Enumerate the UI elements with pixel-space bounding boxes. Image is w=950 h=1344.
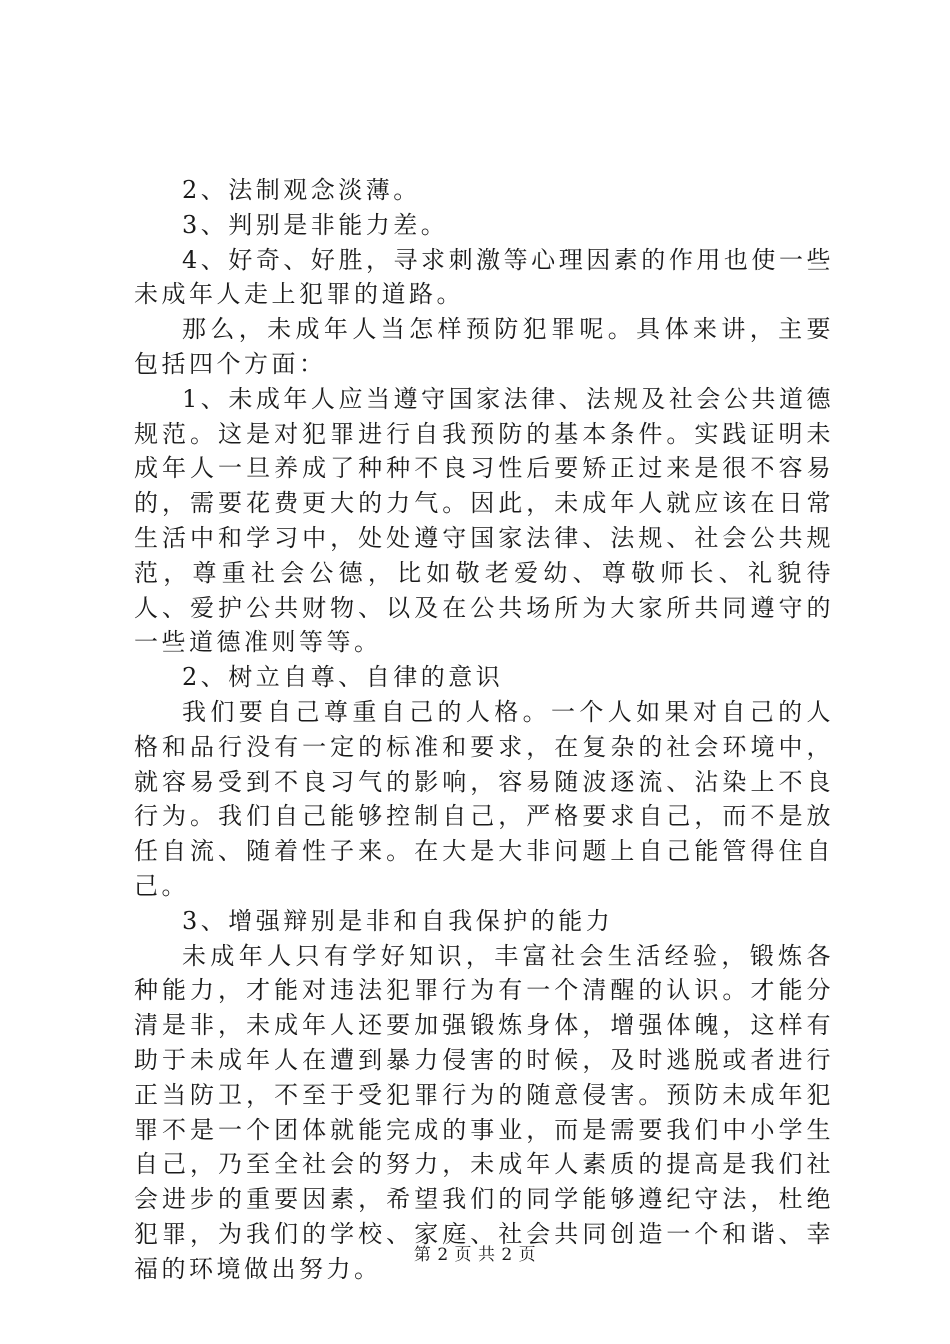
- paragraph-intro-prevention: 那么，未成年人当怎样预防犯罪呢。具体来讲，主要包括四个方面：: [134, 315, 834, 378]
- paragraph-curiosity: 4、好奇、好胜，寻求刺激等心理因素的作用也使一些未成年人走上犯罪的道路。: [134, 245, 834, 309]
- paragraph-point-2: 我们要自己尊重自己的人格。一个人如果对自己的人格和品行没有一定的标准和要求，在复杂的社会环境中，就容易受到不良习气的影响，容易随波逐流、沾染上不良行为。我们自己能够控制自己，严格要求自己，而不是放任自流、随着性子来。在大是大非问题上自己能管得住自己。: [134, 697, 834, 900]
- heading-point-2: 2、树立自尊、自律的意识: [182, 663, 504, 692]
- paragraph-judgment: 3、判别是非能力差。: [182, 210, 449, 239]
- page-footer: 第 2 页 共 2 页: [413, 1245, 537, 1265]
- document-body: [134, 173, 834, 1287]
- paragraph-legal-awareness: 2、法制观念淡薄。: [182, 176, 421, 204]
- heading-point-3: 3、增强辩别是非和自我保护的能力: [182, 906, 614, 935]
- paragraph-point-1: 1、未成年人应当遵守国家法律、法规及社会公共道德规范。这是对犯罪进行自我预防的基本条件。实践证明未成年人一旦养成了种种不良习性后要矫正过来是很不容易的，需要花费更大的力气。因此，未成年人就应该在日常生活中和学习中，处处遵守国家法律、法规、社会公共规范，尊重社会公德，比如敬老爱幼、尊敬师长、礼貌待人、爱护公共财物、以及在公共场所为大家所共同遵守的一些道德准则等等。: [134, 384, 834, 657]
- paragraph-point-3: 未成年人只有学好知识，丰富社会生活经验，锻炼各种能力，才能对违法犯罪行为有一个清醒的认识。才能分清是非，未成年人还要加强锻炼身体，增强体魄，这样有助于未成年人在遭到暴力侵害的时候，及时逃脱或者进行正当防卫，不至于受犯罪行为的随意侵害。预防未成年犯罪不是一个团体就能完成的事业，而是需要我们中小学生自己，乃至全社会的努力，未成年人素质的提高是我们社会进步的重要因素，希望我们的同学能够遵纪守法，杜绝犯罪，为我们的学校、家庭、社会共同创造一个和谐、幸福的环境做出努力。: [134, 941, 834, 1283]
